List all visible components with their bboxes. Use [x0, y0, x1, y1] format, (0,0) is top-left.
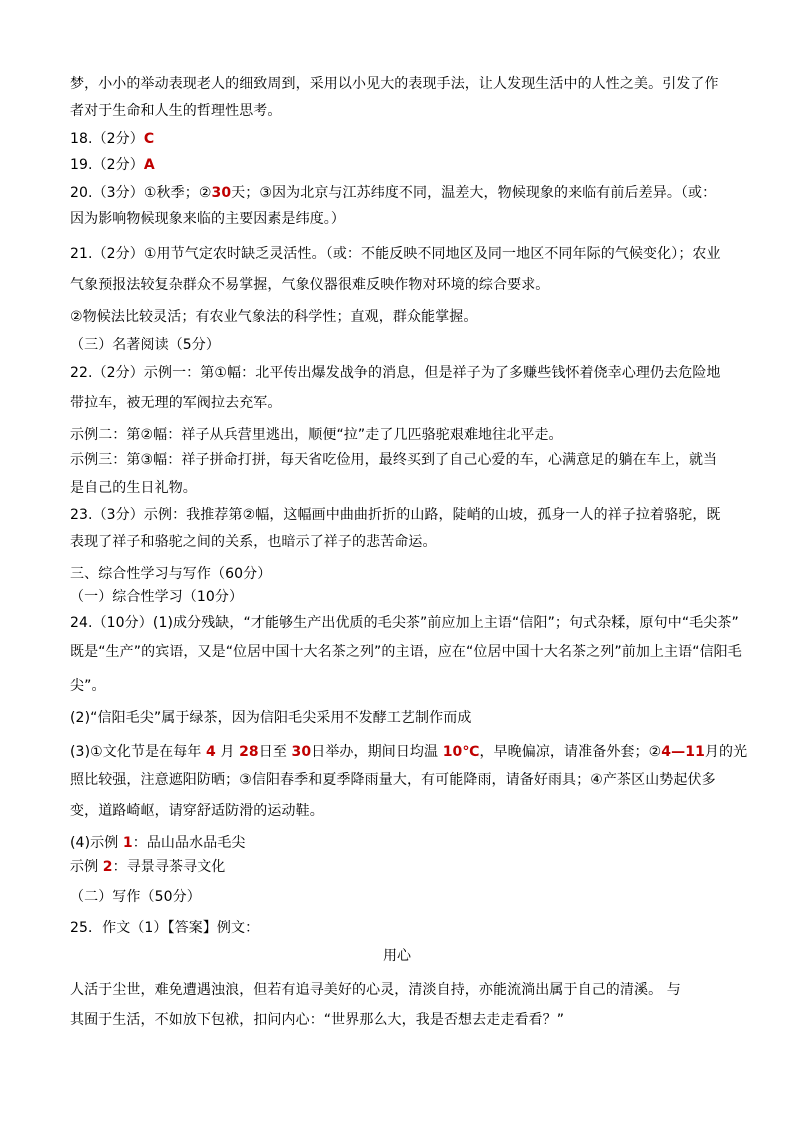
text-segment: 20.（3分）①秋季；②: [70, 185, 212, 201]
text-line: [70, 613, 739, 633]
text-line: [70, 1010, 564, 1030]
text-segment: 23.（3分）示例：我推荐第②幅，这幅画中曲曲折折的山路，陡峭的山坡，孤身一人的祥子拉着骆驼，既: [70, 507, 721, 523]
answer-highlight: 10℃: [442, 744, 480, 760]
answer-highlight: 1: [122, 835, 133, 851]
text-segment: 梦，小小的举动表现老人的细致周到，采用以小见大的表现手法，让人发现生活中的人性之美。引发了作: [70, 76, 719, 92]
text-segment: 三、综合性学习与写作（60分）: [70, 566, 272, 582]
text-line: [70, 450, 717, 470]
text-segment: 示例二：第②幅：祥子从兵营里逃出，顺便“拉”走了几匹骆驼艰难地往北平走。: [70, 427, 563, 443]
text-line: [70, 505, 721, 525]
text-line: [70, 129, 154, 149]
text-line: [70, 532, 437, 552]
text-segment: 既是“生产”的宾语，又是“位居中国十大名茶之列”的主语，应在“位居中国十大名茶之列”前加上主语“信阳毛: [70, 644, 742, 660]
answer-highlight: 28: [239, 744, 259, 760]
text-line: [70, 335, 220, 355]
text-segment: ：品山品水品毛尖: [132, 835, 246, 851]
text-segment: 表现了祥子和骆驼之间的关系，也暗示了祥子的悲苦命运。: [70, 534, 437, 550]
answer-highlight: C: [143, 131, 155, 147]
text-segment: 变，道路崎岖，请穿舒适防滑的运动鞋。: [70, 803, 324, 819]
text-segment: 气象预报法较复杂群众不易掌握，气象仪器很难反映作物对环境的综合要求。: [70, 277, 550, 293]
text-line: [70, 101, 282, 121]
text-line: [70, 770, 716, 790]
text-line: [70, 183, 716, 203]
text-segment: 25．作文（1）【答案】例文：: [70, 920, 260, 936]
text-segment: 天；③因为北京与江苏纬度不同，温差大，物候现象的来临有前后差异。（或：: [231, 185, 717, 201]
text-segment: 尖”。: [70, 678, 106, 694]
text-segment: 因为影响物候现象来临的主要因素是纬度。）: [70, 211, 345, 227]
text-segment: (2)“信阳毛尖”属于绿茶，因为信阳毛尖采用不发酵工艺制作而成: [70, 710, 472, 726]
text-line: [70, 676, 106, 696]
text-line: [70, 887, 201, 907]
text-line: [70, 587, 243, 607]
text-segment: （三）名著阅读（5分）: [70, 337, 221, 353]
text-line: [70, 363, 721, 383]
text-segment: 月: [215, 744, 240, 760]
answer-highlight: 4—11: [661, 744, 705, 760]
text-line: [70, 275, 549, 295]
text-segment: 示例三：第③幅：祥子拼命打拼，每天省吃俭用，最终买到了自己心爱的车，心满意足的躺在车上，就当: [70, 452, 718, 468]
essay-title: 用心: [383, 948, 411, 964]
text-segment: 月的光: [704, 744, 748, 760]
text-segment: 19.（2分）: [70, 157, 144, 173]
answer-highlight: A: [143, 157, 155, 173]
text-segment: （二）写作（50分）: [70, 889, 201, 905]
text-line: [70, 742, 747, 762]
text-segment: 其囿于生活，不如放下包袱，扣问内心：“世界那么大，我是否想去走走看看？”: [70, 1012, 565, 1028]
text-segment: 21.（2分）①用节气定农时缺乏灵活性。（或：不能反映不同地区及同一地区不同年际的气候变化）；农业: [70, 246, 721, 262]
text-line: [70, 833, 246, 853]
text-segment: 带拉车，被无理的军阀拉去充军。: [70, 395, 282, 411]
text-segment: 是自己的生日礼物。: [70, 480, 197, 496]
text-segment: 人活于尘世，难免遭遇浊浪，但若有追寻美好的心灵，清淡自持，亦能流淌出属于自己的清溪。 与: [70, 982, 681, 998]
text-line: [70, 307, 477, 327]
text-line: [70, 155, 155, 175]
text-segment: ：寻景寻茶寻文化: [112, 859, 226, 875]
text-line: [70, 918, 259, 938]
text-line: [70, 244, 721, 264]
text-line: [70, 708, 471, 728]
text-segment: 示例: [70, 859, 103, 875]
text-segment: 24.（10分）(1)成分残缺，“才能够生产出优质的毛尖茶”前应加上主语“信阳”；句式杂糅，原句中“毛尖茶”: [70, 615, 739, 631]
answer-highlight: 30: [291, 744, 312, 760]
text-segment: 照比较强，注意遮阳防晒；③信阳春季和夏季降雨量大，有可能降雨，请备好雨具；④产茶区山势起伏多: [70, 772, 716, 788]
text-segment: ②物候法比较灵活；有农业气象法的科学性；直观，群众能掌握。: [70, 309, 478, 325]
answer-highlight: 30: [211, 185, 232, 201]
text-line: [70, 425, 563, 445]
text-segment: (4)示例: [70, 835, 123, 851]
text-line: [70, 74, 719, 94]
answer-highlight: 4: [206, 744, 216, 760]
text-segment: 日至: [258, 744, 292, 760]
text-segment: (3)①文化节是在每年: [70, 744, 207, 760]
text-line: [70, 642, 742, 662]
text-line: [70, 478, 197, 498]
text-segment: ，早晚偏凉，请准备外套；②: [479, 744, 662, 760]
answer-highlight: 2: [102, 859, 113, 875]
text-segment: 日举办，期间日均温: [311, 744, 443, 760]
text-segment: （一）综合性学习（10分）: [70, 589, 244, 605]
text-line: [70, 564, 271, 584]
text-line: [70, 393, 282, 413]
text-line: [70, 801, 324, 821]
text-line: [70, 209, 345, 229]
text-segment: 者对于生命和人生的哲理性思考。: [70, 103, 282, 119]
text-line: [70, 857, 225, 877]
text-line: [70, 980, 681, 1000]
text-segment: 22.（2分）示例一：第①幅：北平传出爆发战争的消息，但是祥子为了多赚些钱怀着侥幸心理仍去危险地: [70, 365, 721, 381]
text-segment: 18.（2分）: [70, 131, 144, 147]
